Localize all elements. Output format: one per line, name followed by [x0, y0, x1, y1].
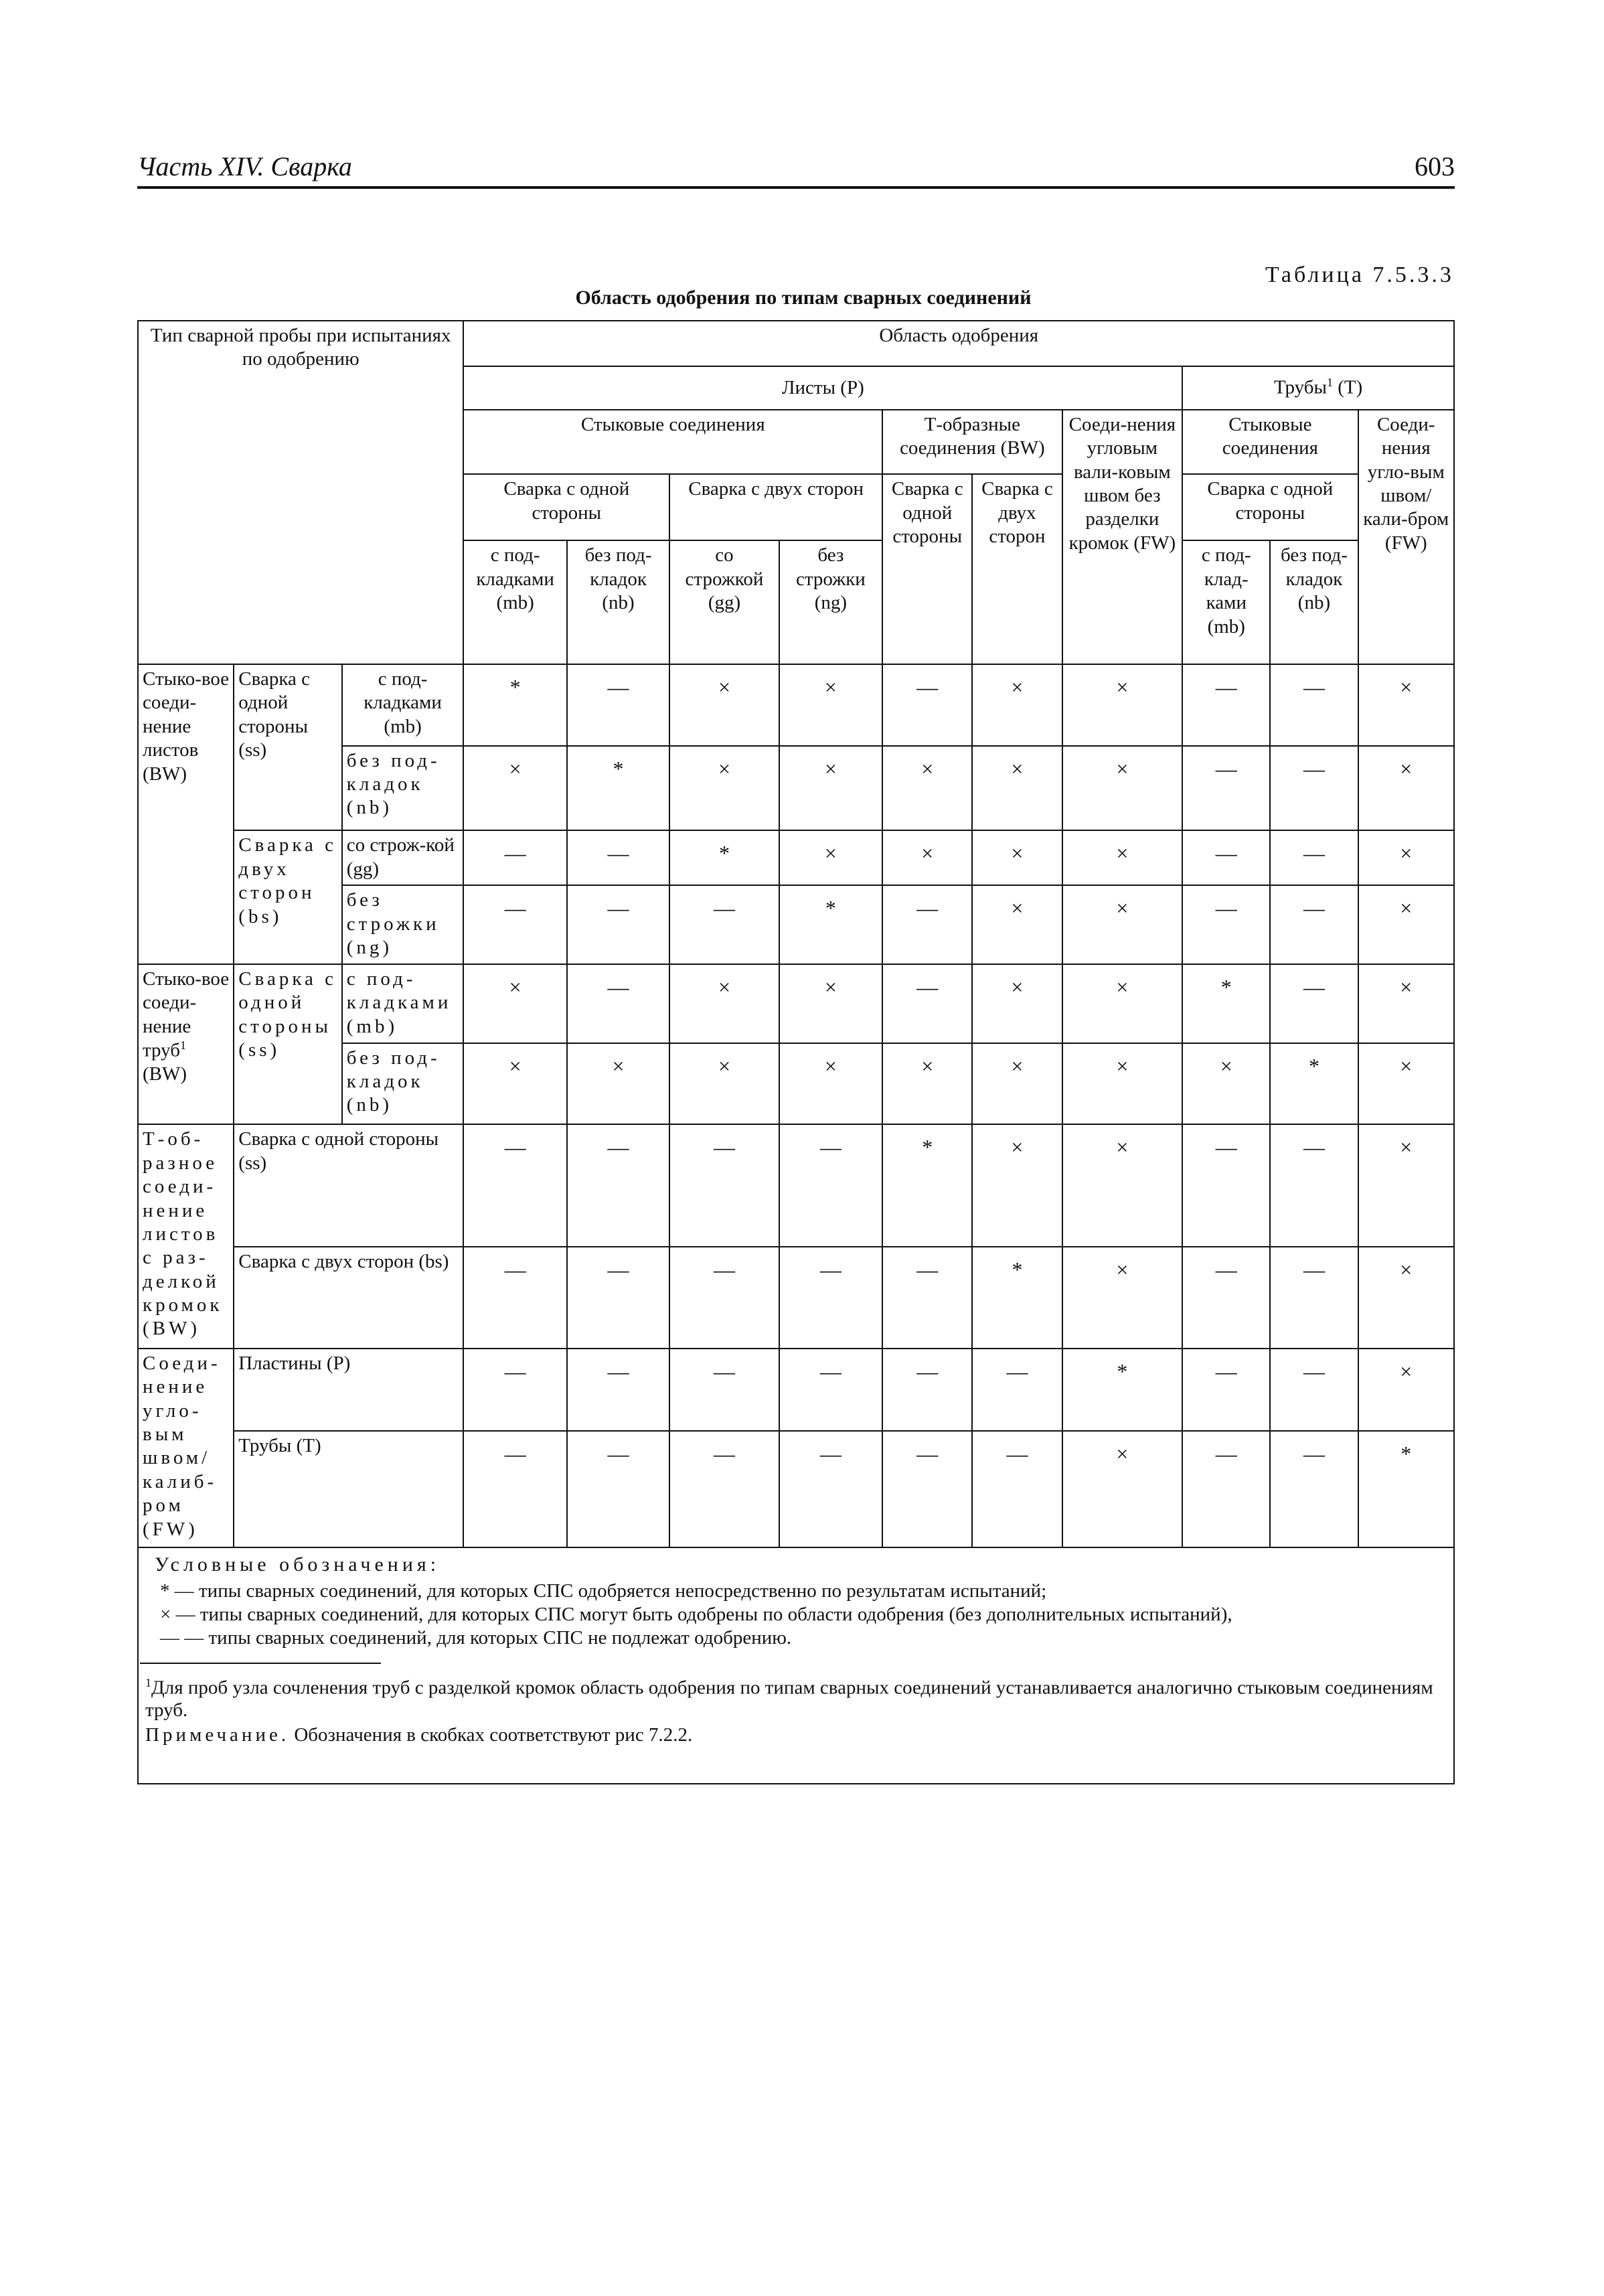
- cell: —: [463, 1349, 566, 1431]
- cell: —: [1182, 746, 1270, 831]
- cell: ×: [1062, 830, 1183, 885]
- cell: ×: [972, 964, 1062, 1043]
- cell: ×: [669, 964, 779, 1043]
- cell: —: [779, 1124, 882, 1247]
- cell: —: [1270, 1431, 1358, 1547]
- cell: ×: [972, 830, 1062, 885]
- header-without-gouging: без строжки (ng): [779, 540, 882, 664]
- cell: *: [779, 885, 882, 964]
- cell: ×: [972, 885, 1062, 964]
- cell: —: [972, 1349, 1062, 1431]
- cell: ×: [1358, 964, 1454, 1043]
- subgroup-one-side: Сварка с одной стороны (ss): [234, 664, 341, 830]
- subgroup-two-sides: Сварка с двух сторон (bs): [234, 830, 341, 964]
- cell: —: [669, 1247, 779, 1349]
- cell: *: [1062, 1349, 1183, 1431]
- group-bw-pipes-label: Стыко-вое соеди-нение труб: [143, 968, 230, 1061]
- cell: ×: [1062, 1247, 1183, 1349]
- cell: —: [1270, 746, 1358, 831]
- cell: ×: [779, 746, 882, 831]
- header-t-two-sides: Сварка с двух сторон: [972, 474, 1062, 664]
- cell: ×: [463, 964, 566, 1043]
- cell: *: [1182, 964, 1270, 1043]
- section-title: Часть XIV. Сварка: [137, 151, 352, 181]
- cell: —: [882, 664, 972, 746]
- cell: ×: [972, 664, 1062, 746]
- cell: ×: [1358, 830, 1454, 885]
- cell: ×: [1062, 1043, 1183, 1125]
- cell: ×: [669, 746, 779, 831]
- cell: —: [567, 830, 669, 885]
- cell: ×: [1062, 664, 1183, 746]
- note-label: Примечание.: [145, 1724, 290, 1746]
- cell: —: [567, 964, 669, 1043]
- footnote-text: Для проб узла сочленения труб с разделкой кромок область одобрения по типам сварных соединений устанавливается аналогично стыковым соединениям труб.: [145, 1677, 1433, 1721]
- header-approval-area: Область одобрения: [463, 321, 1454, 366]
- legend-title: Условные обозначения:: [155, 1553, 440, 1576]
- header-pipes-label: Трубы: [1273, 377, 1327, 398]
- header-pipe-one-side: Сварка с одной стороны: [1182, 474, 1358, 540]
- cell: ×: [1182, 1043, 1270, 1125]
- cell: ×: [1062, 1431, 1183, 1547]
- cell: —: [567, 1349, 669, 1431]
- cell: —: [463, 1431, 566, 1547]
- variant-ng: без строжки (ng): [342, 885, 464, 964]
- footnote: [145, 1676, 1447, 1721]
- cell: —: [1270, 885, 1358, 964]
- table-title: Область одобрения по типам сварных соединений: [575, 287, 1032, 309]
- cell: *: [463, 664, 566, 746]
- group-bw-pipes-suffix: (BW): [143, 1063, 187, 1085]
- cell: ×: [882, 830, 972, 885]
- cell: —: [972, 1431, 1062, 1547]
- header-t-joints: Т-образные соединения (BW): [882, 410, 1062, 474]
- cell: —: [1182, 885, 1270, 964]
- cell: —: [1270, 1349, 1358, 1431]
- cell: ×: [1062, 746, 1183, 831]
- variant-pipe-mb: с под-кладками (mb): [342, 964, 464, 1043]
- running-header: [137, 149, 1455, 189]
- cell: ×: [779, 1043, 882, 1125]
- cell: *: [972, 1247, 1062, 1349]
- group-t-plates: Т-об-разное соеди-нение листов с раз-делкой кромок (BW): [138, 1124, 234, 1349]
- legend-dash: — — типы сварных соединений, для которых СПС не подлежат одобрению.: [160, 1627, 792, 1649]
- header-pipes-suffix: (T): [1333, 377, 1363, 398]
- header-fillet-plates: Соеди-нения угловым вали-ковым швом без разделки кромок (FW): [1062, 410, 1183, 664]
- header-with-backing: с под-кладками (mb): [463, 540, 566, 664]
- variant-pipe-nb: без под-кладок (nb): [342, 1043, 464, 1125]
- cell: —: [463, 830, 566, 885]
- cell: —: [1182, 1431, 1270, 1547]
- cell: ×: [1062, 885, 1183, 964]
- cell: —: [1182, 1247, 1270, 1349]
- header-fillet-pipes: Соеди-нения угло-вым швом/ кали-бром (FW): [1358, 410, 1454, 664]
- cell: —: [1270, 964, 1358, 1043]
- cell: ×: [1062, 964, 1183, 1043]
- footnote-mark: 1: [145, 1676, 151, 1689]
- cell: ×: [567, 1043, 669, 1125]
- cell: *: [882, 1124, 972, 1247]
- cell: —: [882, 1431, 972, 1547]
- cell: —: [463, 1124, 566, 1247]
- cell: *: [567, 746, 669, 831]
- cell: —: [1182, 1124, 1270, 1247]
- note-text: Обозначения в скобках соответствуют рис 7.2.2.: [289, 1724, 693, 1746]
- legend-cross: × — типы сварных соединений, для которых СПС могут быть одобрены по области одобрения (без дополнительных испытаний),: [160, 1604, 1232, 1625]
- cell: —: [567, 885, 669, 964]
- page-number: 603: [1415, 151, 1455, 181]
- cell: *: [669, 830, 779, 885]
- group-bw-plates: Стыко-вое соеди-нение листов (BW): [138, 664, 234, 964]
- header-pipe-with-backing: с под-клад-ками (mb): [1182, 540, 1270, 664]
- header-one-side: Сварка с одной стороны: [463, 474, 669, 540]
- note: [145, 1724, 1447, 1746]
- cell: —: [779, 1349, 882, 1431]
- table-number: Таблица 7.5.3.3: [1265, 262, 1454, 287]
- cell: ×: [669, 664, 779, 746]
- cell: ×: [463, 1043, 566, 1125]
- header-test-type: Тип сварной пробы при испытаниях по одобрению: [138, 321, 463, 664]
- cell: ×: [1358, 885, 1454, 964]
- cell: —: [669, 885, 779, 964]
- variant-nb: без под-кладок (nb): [342, 746, 464, 831]
- subgroup-fillet-plates: Пластины (P): [234, 1349, 463, 1431]
- group-bw-pipes: [138, 964, 234, 1124]
- cell: —: [1182, 664, 1270, 746]
- cell: —: [567, 1431, 669, 1547]
- cell: —: [669, 1124, 779, 1247]
- cell: ×: [1358, 1349, 1454, 1431]
- cell: —: [882, 1349, 972, 1431]
- legend-star: * — типы сварных соединений, для которых СПС одобряется непосредственно по результатам испытаний;: [160, 1580, 1047, 1602]
- header-with-gouging: со строжкой (gg): [669, 540, 779, 664]
- footnote-ref: 1: [180, 1039, 187, 1053]
- cell: —: [882, 964, 972, 1043]
- subgroup-fillet-pipes: Трубы (T): [234, 1431, 463, 1547]
- header-butt-joints: Стыковые соединения: [463, 410, 882, 474]
- cell: —: [779, 1247, 882, 1349]
- footnote-ref: 1: [1327, 376, 1333, 390]
- cell: —: [1270, 1247, 1358, 1349]
- cell: ×: [1358, 1043, 1454, 1125]
- cell: *: [1358, 1431, 1454, 1547]
- cell: —: [1270, 830, 1358, 885]
- cell: ×: [779, 664, 882, 746]
- cell: —: [669, 1349, 779, 1431]
- group-fillet: Соеди-нение угло-вым швом/ калиб-ром (FW): [138, 1349, 234, 1547]
- legend: [140, 1553, 1452, 1746]
- header-pipes: [1182, 366, 1454, 410]
- subgroup-pipe-one-side: Сварка с одной стороны (ss): [234, 964, 341, 1124]
- cell: —: [882, 885, 972, 964]
- cell: —: [779, 1431, 882, 1547]
- header-two-sides: Сварка с двух сторон: [669, 474, 882, 540]
- cell: ×: [1358, 664, 1454, 746]
- cell: ×: [972, 1043, 1062, 1125]
- cell: ×: [1358, 1247, 1454, 1349]
- subgroup-t-two-sides: Сварка с двух сторон (bs): [234, 1247, 463, 1349]
- cell: —: [463, 885, 566, 964]
- cell: —: [882, 1247, 972, 1349]
- header-pipe-without-backing: без под-кладок (nb): [1270, 540, 1358, 664]
- cell: ×: [779, 830, 882, 885]
- header-pipe-butt: Стыковые соединения: [1182, 410, 1358, 474]
- cell: —: [1270, 1124, 1358, 1247]
- variant-gg: со строж-кой (gg): [342, 830, 464, 885]
- variant-mb: с под-кладками (mb): [342, 664, 464, 746]
- footnote-separator: [140, 1663, 381, 1664]
- cell: ×: [669, 1043, 779, 1125]
- cell: ×: [1062, 1124, 1183, 1247]
- cell: —: [567, 1124, 669, 1247]
- cell: —: [1182, 1349, 1270, 1431]
- cell: ×: [972, 746, 1062, 831]
- cell: —: [669, 1431, 779, 1547]
- cell: ×: [972, 1124, 1062, 1247]
- cell: —: [1270, 664, 1358, 746]
- cell: ×: [1358, 746, 1454, 831]
- header-plates: Листы (P): [463, 366, 1182, 410]
- cell: ×: [463, 746, 566, 831]
- cell: *: [1270, 1043, 1358, 1125]
- cell: —: [567, 1247, 669, 1349]
- cell: ×: [779, 964, 882, 1043]
- cell: —: [1182, 830, 1270, 885]
- cell: —: [567, 664, 669, 746]
- cell: ×: [882, 1043, 972, 1125]
- subgroup-t-one-side: Сварка с одной стороны (ss): [234, 1124, 463, 1247]
- header-without-backing: без под-кладок (nb): [567, 540, 669, 664]
- cell: ×: [1358, 1124, 1454, 1247]
- cell: —: [463, 1247, 566, 1349]
- header-t-one-side: Сварка с одной стороны: [882, 474, 972, 664]
- cell: ×: [882, 746, 972, 831]
